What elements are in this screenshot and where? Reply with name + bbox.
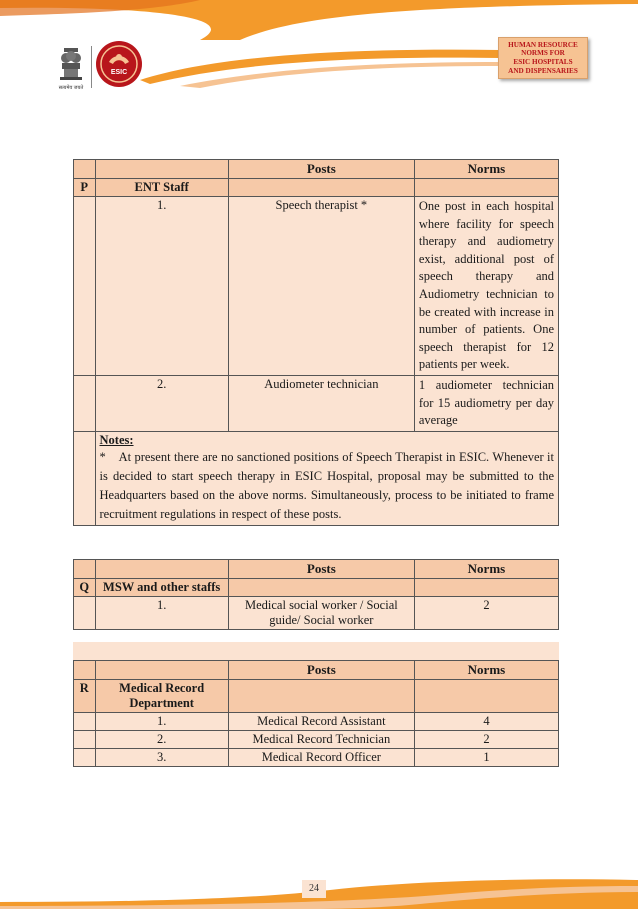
row-post: Medical Record Technician [228, 731, 414, 749]
row-norm: 2 [414, 597, 558, 630]
esic-logo-icon [95, 40, 143, 88]
table-row [74, 731, 559, 749]
header-band [140, 40, 500, 90]
header-posts: Posts [228, 560, 414, 579]
row-post: Medical Record Officer [228, 749, 414, 767]
row-number: 1. [95, 597, 228, 630]
row-number: 2. [95, 731, 228, 749]
row-number: 1. [95, 713, 228, 731]
table-header-row [74, 661, 559, 680]
notes-row [74, 431, 559, 525]
empty-cell [414, 579, 558, 597]
section-title: ENT Staff [95, 179, 228, 197]
row-norm: 1 audiometer technician for 15 audiometry per day average [414, 375, 558, 431]
empty-cell [74, 197, 96, 376]
table-header-row [74, 160, 559, 179]
empty-cell [74, 713, 96, 731]
logo-divider [91, 46, 92, 88]
empty-cell [74, 597, 96, 630]
row-number: 1. [95, 197, 228, 376]
row-post: Medical social worker / Social guide/ Social worker [228, 597, 414, 630]
header-cell-blank [74, 560, 96, 579]
row-number: 2. [95, 375, 228, 431]
empty-cell [74, 731, 96, 749]
header-cell-blank [95, 160, 228, 179]
table-row [74, 597, 559, 630]
table-ent-staff [73, 159, 559, 526]
header-norms: Norms [414, 661, 558, 680]
row-number: 3. [95, 749, 228, 767]
table-row [74, 375, 559, 431]
header-posts: Posts [228, 160, 414, 179]
badge-line: NORMS FOR [521, 49, 565, 58]
document-title-badge [498, 37, 588, 79]
page-number: 24 [302, 880, 326, 898]
empty-cell [228, 179, 414, 197]
row-post: Audiometer technician [228, 375, 414, 431]
header-cell-blank [74, 160, 96, 179]
section-title: Medical Record Department [95, 680, 228, 713]
section-letter: P [74, 179, 96, 197]
empty-cell [228, 680, 414, 713]
row-norm: One post in each hospital where facility for speech therapy and audiometry exist, additional post of speech therapy and Audiometry technician to be created with increase in number of patients. One speech therapist for 12 patients per week. [414, 197, 558, 376]
table-row [74, 749, 559, 767]
badge-line: HUMAN RESOURCE [508, 40, 578, 49]
empty-cell [228, 579, 414, 597]
badge-line: ESIC HOSPITALS [513, 58, 573, 66]
section-row [74, 680, 559, 713]
table-row [74, 197, 559, 376]
table-separator [73, 642, 559, 660]
table-msw-staff [73, 559, 559, 630]
empty-cell [74, 431, 96, 525]
section-letter: Q [74, 579, 96, 597]
header-cell-blank [95, 661, 228, 680]
section-title: MSW and other staffs [95, 579, 228, 597]
row-post: Speech therapist * [228, 197, 414, 376]
empty-cell [74, 375, 96, 431]
row-post: Medical Record Assistant [228, 713, 414, 731]
row-norm: 4 [414, 713, 558, 731]
notes-cell [95, 431, 559, 525]
row-norm: 2 [414, 731, 558, 749]
emblem-caption: सत्यमेव जयते [58, 85, 84, 91]
empty-cell [414, 680, 558, 713]
header-norms: Norms [414, 160, 558, 179]
empty-cell [414, 179, 558, 197]
logo-text: ESIC [110, 69, 128, 76]
header-swoosh [0, 0, 638, 40]
section-row [74, 579, 559, 597]
section-letter: R [74, 680, 96, 713]
header-posts: Posts [228, 661, 414, 680]
header-cell-blank [74, 661, 96, 680]
header-norms: Norms [414, 560, 558, 579]
row-norm: 1 [414, 749, 558, 767]
notes-body: * At present there are no sanctioned positions of Speech Therapist in ESIC. Whenever it is decided to start speech therapy in ESIC Hospital, proposal may be submitted to the Headquarters based on the above norms. Simultaneously, process to be initiated to frame recruitment regulations in respect of these posts. [99, 449, 558, 521]
table-row [74, 713, 559, 731]
header-cell-blank [95, 560, 228, 579]
national-emblem-icon [54, 42, 88, 92]
table-header-row [74, 560, 559, 579]
badge-line: AND DISPENSARIES [508, 66, 578, 75]
empty-cell [74, 749, 96, 767]
notes-title: Notes: [99, 432, 134, 447]
table-medical-record [73, 660, 559, 767]
section-row [74, 179, 559, 197]
